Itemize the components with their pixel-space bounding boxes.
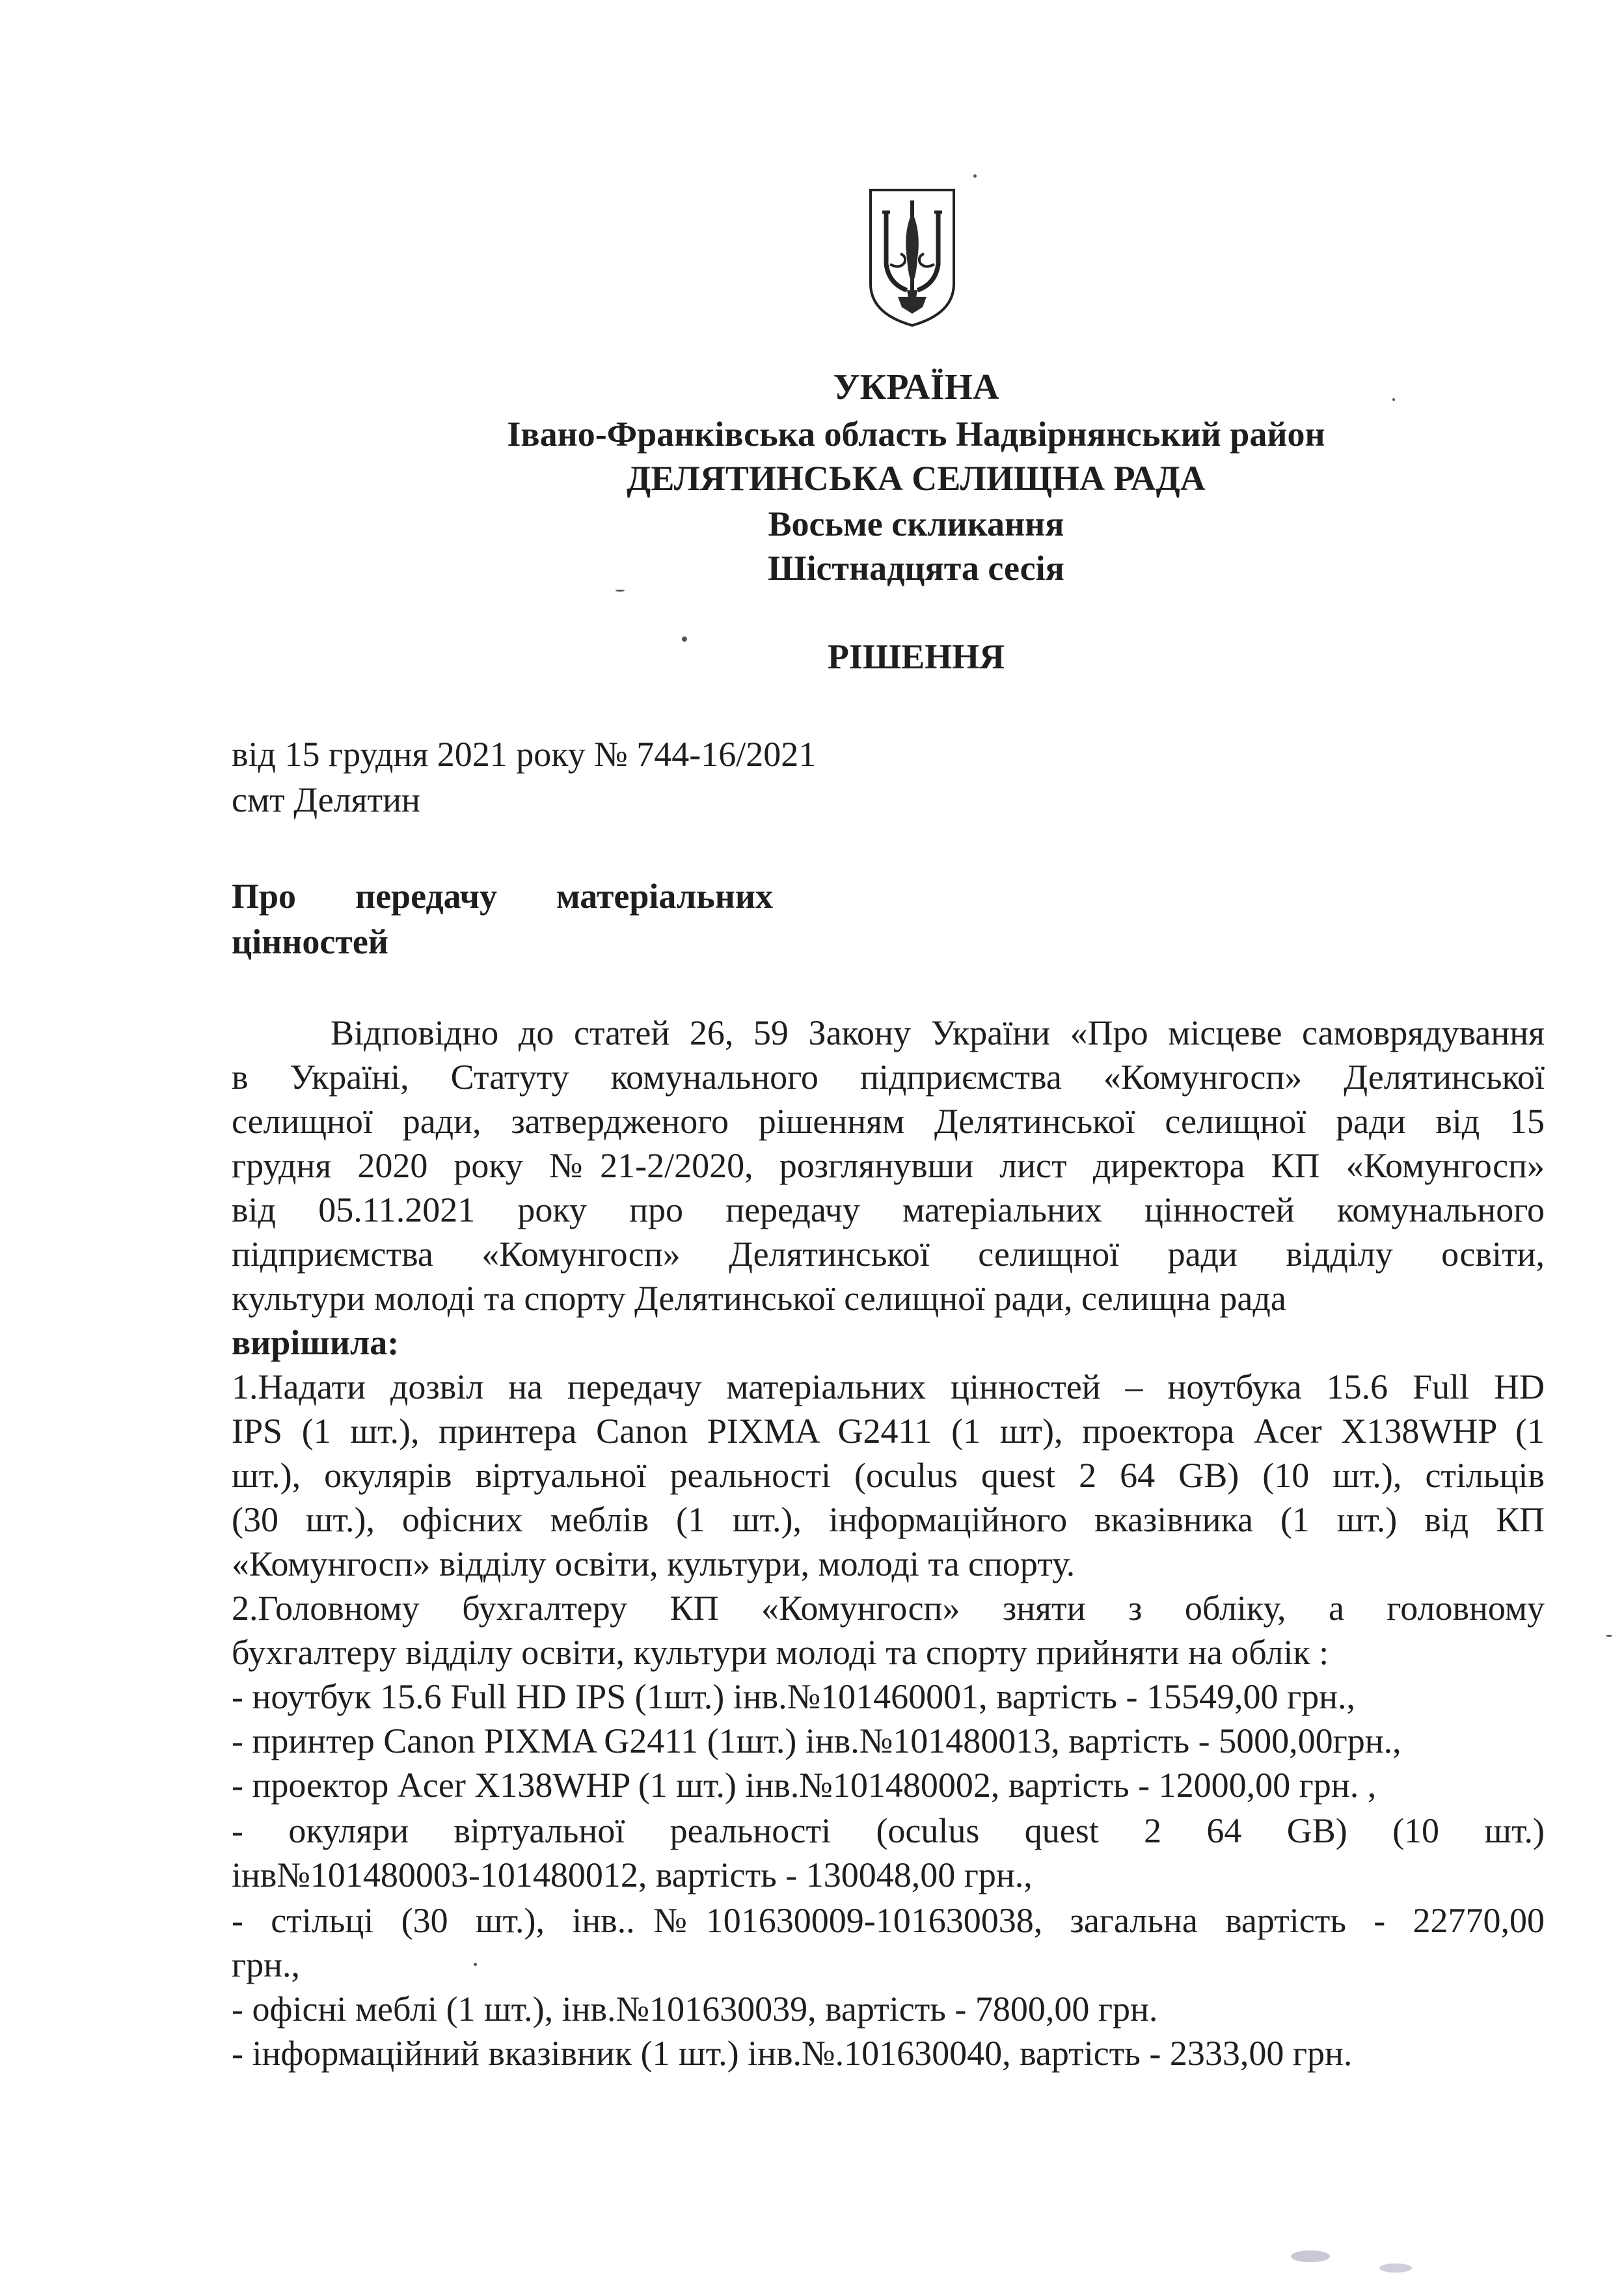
asset-list-item: - принтер Canon PIXMA G2411 (1шт.) інв.№101480013, вартість - 5000,00грн., <box>232 1721 1401 1760</box>
preamble-line: культури молоді та спорту Делятинської селищної ради, селищна рада <box>232 1279 1286 1318</box>
preamble-line: підприємства «Комунгосп» Делятинської селищної ради відділу освіти, <box>232 1235 1545 1274</box>
header-convocation: Восьме скликання <box>768 504 1064 543</box>
resolved-label: вирішила: <box>232 1323 399 1362</box>
asset-list-item: - окуляри віртуальної реальності (oculus quest 2 64 GB) (10 шт.) <box>232 1811 1545 1850</box>
header-country: УКРАЇНА <box>833 367 999 407</box>
item2-line: 2.Головному бухгалтеру КП «Комунгосп» зняти з обліку, а головному <box>232 1589 1545 1628</box>
item1-line: 1.Надати дозвіл на передачу матеріальних цінностей – ноутбука 15.6 Full HD <box>232 1367 1545 1406</box>
item1-line: IPS (1 шт.), принтера Canon PIXMA G2411 (1 шт), проектора Acer X138WHP (1 <box>232 1412 1545 1451</box>
date-and-number: від 15 грудня 2021 року № 744-16/2021 <box>232 735 817 774</box>
asset-list-item: - проектор Acer X138WHP (1 шт.) інв.№101480002, вартість - 12000,00 грн. , <box>232 1766 1377 1805</box>
scan-speck <box>616 590 625 592</box>
asset-list-item-continuation: грн., <box>232 1945 301 1984</box>
header-region: Івано-Франківська область Надвірнянський район <box>507 415 1325 454</box>
item2-line: бухгалтеру відділу освіти, культури молоді та спорту прийняти на облік : <box>232 1633 1329 1672</box>
preamble-line: від 05.11.2021 року про передачу матеріальних цінностей комунального <box>232 1190 1545 1229</box>
scan-speck <box>474 1963 477 1966</box>
item1-line: (30 шт.), офісних меблів (1 шт.), інформаційного вказівника (1 шт.) від КП <box>232 1500 1545 1539</box>
item1-line: «Комунгосп» відділу освіти, культури, молоді та спорту. <box>232 1544 1076 1583</box>
header-council: ДЕЛЯТИНСЬКА СЕЛИЩНА РАДА <box>627 459 1206 498</box>
subject-word: Про <box>232 877 297 916</box>
asset-list-item: - офісні меблі (1 шт.), інв.№101630039, вартість - 7800,00 грн. <box>232 1989 1158 2029</box>
scan-speck <box>1392 398 1395 401</box>
subject-word: передачу <box>355 877 497 916</box>
coat-of-arms-icon <box>867 186 958 328</box>
scan-speck <box>1291 2250 1330 2262</box>
asset-list-item: - стільці (30 шт.), інв..№101630009-101630038, загальна вартість - 22770,00 <box>232 1901 1545 1940</box>
preamble-line: в Україні, Статуту комунального підприємства «Комунгосп» Делятинської <box>232 1058 1545 1097</box>
asset-list-item-continuation: інв№101480003-101480012, вартість - 130048,00 грн., <box>232 1855 1033 1894</box>
preamble-line: селищної ради, затвердженого рішенням Делятинської селищної ради від 15 <box>232 1102 1545 1141</box>
place: смт Делятин <box>232 780 420 819</box>
subject-word: матеріальних <box>556 877 773 916</box>
item1-line: шт.), окулярів віртуальної реальності (oculus quest 2 64 GB) (10 шт.), стільців <box>232 1456 1545 1495</box>
document-type-title: РІШЕННЯ <box>827 637 1005 676</box>
preamble-line: Відповідно до статей 26, 59 Закону України «Про місцеве самоврядування <box>331 1013 1545 1052</box>
scan-speck <box>1379 2263 1412 2273</box>
asset-list-item: - ноутбук 15.6 Full HD IPS (1шт.) інв.№101460001, вартість - 15549,00 грн., <box>232 1677 1356 1716</box>
subject-line-1 <box>232 875 773 918</box>
scan-speck <box>973 174 977 178</box>
subject-line-2: цінностей <box>232 922 388 961</box>
scan-speck <box>1606 1635 1612 1637</box>
asset-list-item: - інформаційний вказівник (1 шт.) інв.№.101630040, вартість - 2333,00 грн. <box>232 2034 1353 2073</box>
header-session: Шістнадцята сесія <box>768 549 1064 588</box>
scan-speck <box>682 636 687 642</box>
preamble-line: грудня 2020 року №21-2/2020, розглянувши лист директора КП «Комунгосп» <box>232 1146 1545 1185</box>
